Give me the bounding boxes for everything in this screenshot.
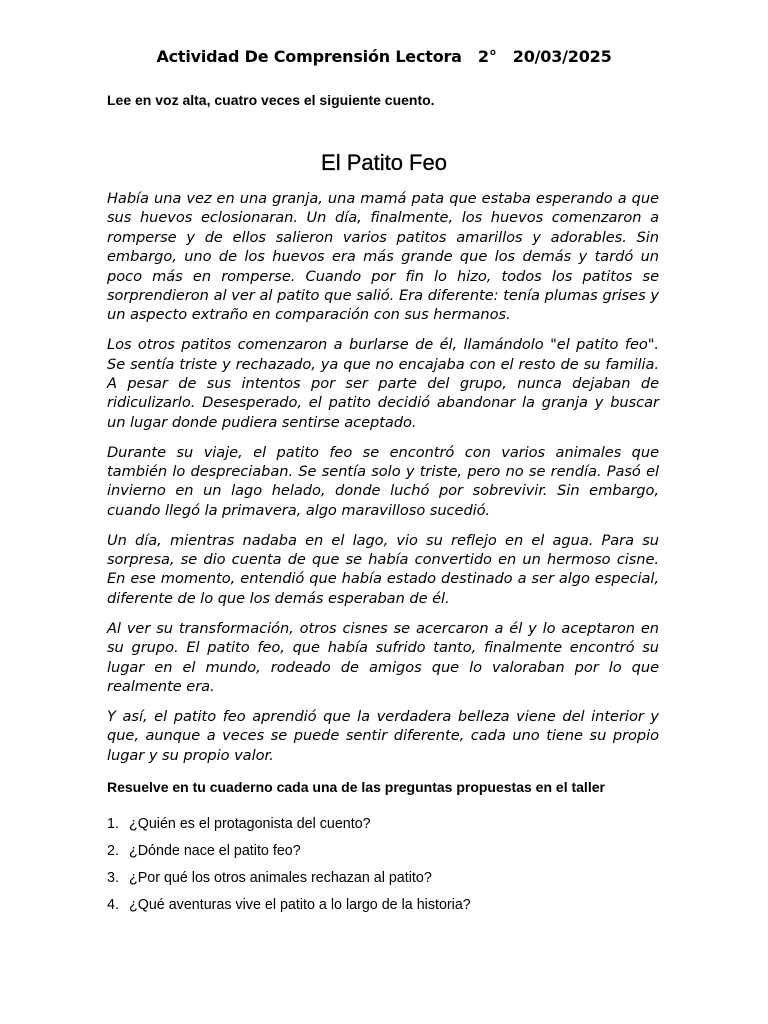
question-text: ¿Por qué los otros animales rechazan al patito? (129, 870, 432, 886)
question-number: 1. (107, 816, 119, 832)
task-instruction: Resuelve en tu cuaderno cada una de las preguntas propuestas en el taller (107, 779, 605, 795)
story-paragraph: Durante su viaje, el patito feo se encontró con varios animales que también lo despreciaban. Se sentía solo y triste, pero no se rendía. Pasó el invierno en un lago helado, donde luchó por sobrevivir. Sin embargo, cuando llegó la primavera, algo maravilloso sucedió. (107, 443, 659, 519)
question-list (107, 815, 471, 923)
question-number: 2. (107, 843, 119, 859)
question-item (107, 869, 471, 896)
story-paragraph: Los otros patitos comenzaron a burlarse de él, llamándolo "el patito feo". Se sentía triste y rechazado, ya que no encajaba con el resto de su familia. A pesar de sus intentos por ser parte del grupo, nunca dejaban de ridiculizarlo. Desesperado, el patito decidió abandonar la granja y buscar un lugar donde pudiera sentirse aceptado. (107, 336, 659, 431)
question-item (107, 842, 471, 869)
reading-instruction: Lee en voz alta, cuatro veces el siguiente cuento. (107, 92, 435, 108)
story-paragraph: Al ver su transformación, otros cisnes se acercaron a él y lo aceptaron en su grupo. El patito feo, que había sufrido tanto, finalmente encontró su lugar en el mundo, rodeado de amigos que lo valoraban por lo que realmente era. (107, 619, 659, 695)
story-paragraph: Había una vez en una granja, una mamá pata que estaba esperando a que sus huevos eclosionaran. Un día, finalmente, los huevos comenzaron a romperse y de ellos salieron varios patitos amarillos y adorables. Sin embargo, uno de los huevos era más grande que los demás y tardó un poco más en romperse. Cuando por fin lo hizo, todos los patitos se sorprendieron al ver al patito que salió. Era diferente: tenía plumas grises y un aspecto extraño en comparación con sus hermanos. (107, 190, 659, 324)
page-header (0, 47, 768, 66)
story-title: El Patito Feo (321, 150, 447, 175)
question-item (107, 896, 471, 923)
question-text: ¿Quién es el protagonista del cuento? (129, 816, 371, 832)
question-number: 4. (107, 897, 119, 913)
question-number: 3. (107, 870, 119, 886)
header-grade: 2° (477, 47, 497, 66)
header-date: 20/03/2025 (512, 47, 612, 66)
story-paragraph: Y así, el patito feo aprendió que la verdadera belleza viene del interior y que, aunque a veces se puede sentir diferente, cada uno tiene su propio lugar y su propio valor. (107, 707, 659, 764)
header-title: Actividad De Comprensión Lectora (156, 47, 462, 66)
question-text: ¿Dónde nace el patito feo? (129, 843, 301, 859)
question-text: ¿Qué aventuras vive el patito a lo largo de la historia? (129, 897, 471, 913)
story-paragraph: Un día, mientras nadaba en el lago, vio su reflejo en el agua. Para su sorpresa, se dio cuenta de que se había convertido en un hermoso cisne. En ese momento, entendió que había estado destinado a ser algo especial, diferente de lo que los demás esperaban de él. (107, 531, 659, 607)
question-item (107, 815, 471, 842)
story-body (107, 189, 659, 775)
